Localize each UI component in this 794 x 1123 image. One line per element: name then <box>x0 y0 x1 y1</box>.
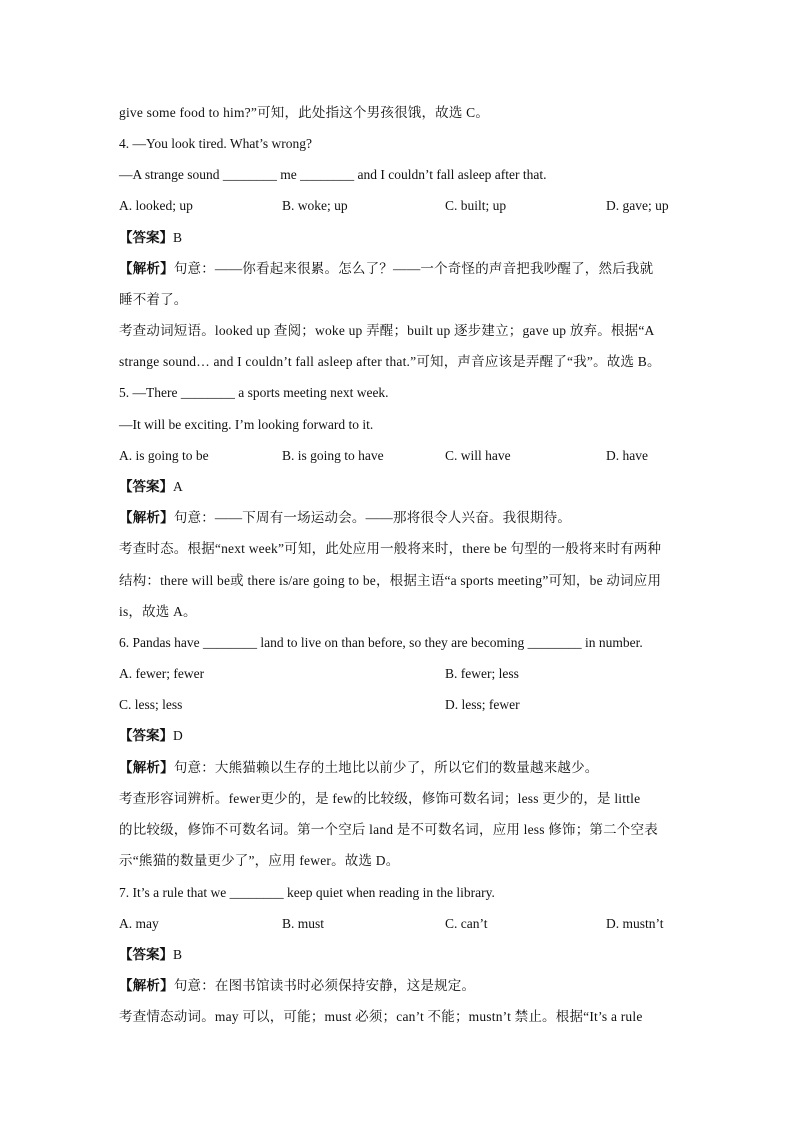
q4-option-a: A. looked; up <box>119 198 193 213</box>
question-4: 4. —You look tired. What’s wrong? <box>119 136 312 151</box>
q5-explanation <box>119 509 571 527</box>
text-line: 睡不着了。 <box>119 292 188 307</box>
q5-option-c: C. will have <box>445 448 511 463</box>
text-line: 考查形容词辨析。fewer更少的，是 few的比较级，修饰可数名词；less 更少的，是 little <box>119 791 641 806</box>
answer-label: 【答案】 <box>119 728 173 743</box>
q7-option-d: D. mustn’t <box>606 916 664 931</box>
explanation-text: 句意：——你看起来很累。怎么了？——一个奇怪的声音把我吵醒了，然后我就 <box>173 261 654 276</box>
q6-option-c: C. less; less <box>119 697 183 712</box>
text-line: strange sound… and I couldn’t fall asleep after that.”可知，声音应该是弄醒了“我”。故选 B。 <box>119 354 661 369</box>
q5-option-a: A. is going to be <box>119 448 209 463</box>
question-4-stem: —A strange sound ________ me ________ and I couldn’t fall asleep after that. <box>119 167 547 182</box>
explanation-text: 句意：大熊猫赖以生存的土地比以前少了，所以它们的数量越来越少。 <box>173 760 599 775</box>
text-line: 考查动词短语。looked up 查阅；woke up 弄醒；built up 逐步建立；gave up 放弃。根据“A <box>119 323 655 338</box>
q4-explanation <box>119 260 653 278</box>
q7-explanation <box>119 977 475 995</box>
answer-value: B <box>173 230 183 245</box>
q6-answer <box>119 727 183 745</box>
explanation-label: 【解析】 <box>119 760 174 775</box>
q7-answer <box>119 946 182 964</box>
answer-label: 【答案】 <box>119 479 173 494</box>
question-6: 6. Pandas have ________ land to live on than before, so they are becoming ________ in number. <box>119 635 643 650</box>
explanation-label: 【解析】 <box>119 261 174 276</box>
q4-option-b: B. woke; up <box>282 198 348 213</box>
explanation-label: 【解析】 <box>119 978 174 993</box>
q4-option-d: D. gave; up <box>606 198 669 213</box>
q6-option-d: D. less; fewer <box>445 697 520 712</box>
answer-label: 【答案】 <box>119 947 173 962</box>
question-5-reply: —It will be exciting. I’m looking forward to it. <box>119 417 374 432</box>
text-line: 的比较级，修饰不可数名词。第一个空后 land 是不可数名词，应用 less 修饰；第二个空表 <box>119 822 658 837</box>
q6-option-a: A. fewer; fewer <box>119 666 205 681</box>
text-line: 结构：there will be或 there is/are going to be，根据主语“a sports meeting”可知，be 动词应用 <box>119 573 662 588</box>
text-line: 考查时态。根据“next week”可知，此处应用一般将来时，there be 句型的一般将来时有两种 <box>119 541 662 556</box>
question-5: 5. —There ________ a sports meeting next week. <box>119 385 389 400</box>
answer-value: D <box>173 728 183 743</box>
q4-option-c: C. built; up <box>445 198 507 213</box>
explanation-text: 句意：——下周有一场运动会。——那将很令人兴奋。我很期待。 <box>173 510 572 525</box>
q7-option-c: C. can’t <box>445 916 488 931</box>
q5-option-b: B. is going to have <box>282 448 384 463</box>
explanation-label: 【解析】 <box>119 510 174 525</box>
answer-label: 【答案】 <box>119 230 173 245</box>
explanation-text: 句意：在图书馆读书时必须保持安静，这是规定。 <box>173 978 476 993</box>
text-line: 示“熊猫的数量更少了”，应用 fewer。故选 D。 <box>119 853 400 868</box>
text-line: 考查情态动词。may 可以，可能；must 必须；can’t 不能；mustn’t 禁止。根据“It’s a rule <box>119 1009 643 1024</box>
q4-answer <box>119 229 182 247</box>
q6-option-b: B. fewer; less <box>445 666 519 681</box>
text-line: is，故选 A。 <box>119 604 197 619</box>
q5-option-d: D. have <box>606 448 648 463</box>
question-7: 7. It’s a rule that we ________ keep quiet when reading in the library. <box>119 885 495 900</box>
q5-answer <box>119 478 183 496</box>
answer-value: B <box>173 947 183 962</box>
q7-option-b: B. must <box>282 916 325 931</box>
answer-value: A <box>173 479 183 494</box>
q7-option-a: A. may <box>119 916 159 931</box>
text-line: give some food to him?”可知，此处指这个男孩很饿，故选 C。 <box>119 105 490 120</box>
q6-explanation <box>119 759 599 777</box>
